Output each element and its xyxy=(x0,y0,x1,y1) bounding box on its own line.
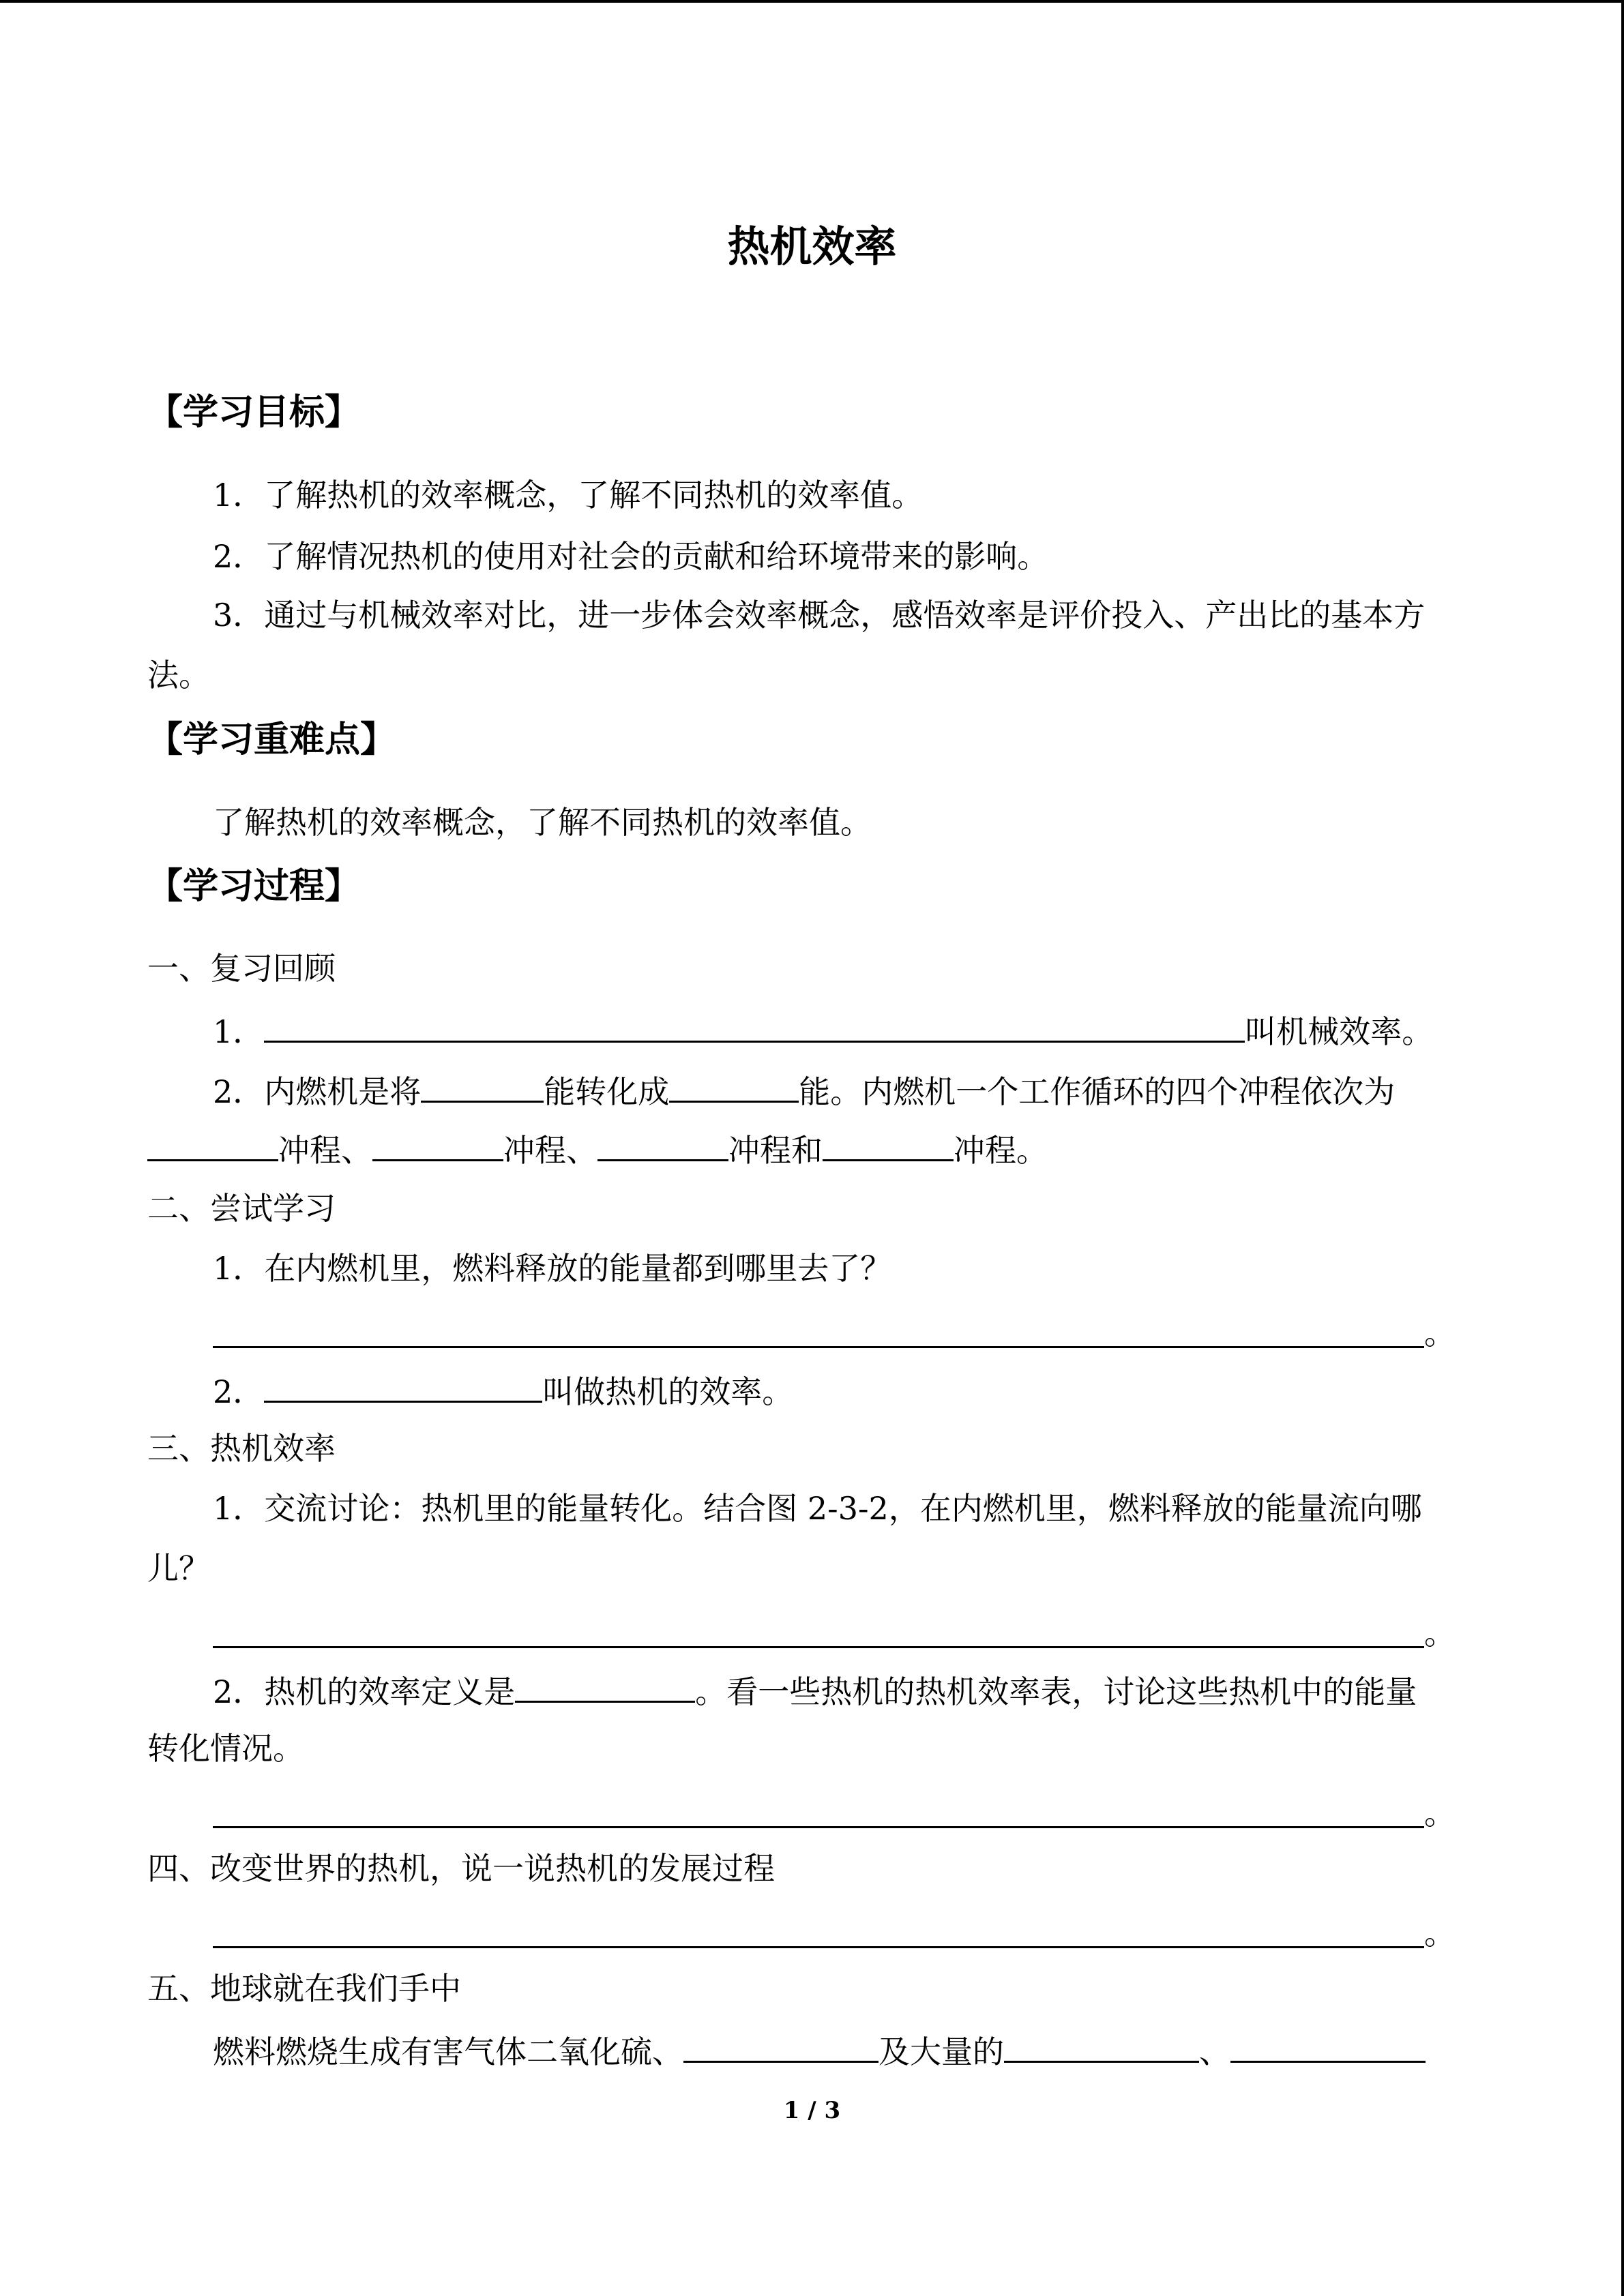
part1-q2-strokes xyxy=(147,1127,1048,1171)
part1-q2 xyxy=(213,1068,1395,1112)
answer-blank[interactable] xyxy=(669,1068,799,1103)
section-heading-goals: 【学习目标】 xyxy=(147,392,361,433)
answer-period: 。 xyxy=(1424,1915,1456,1952)
part1-q2-c: 能。内燃机一个工作循环的四个冲程依次为 xyxy=(799,1073,1396,1110)
page-title: 热机效率 xyxy=(727,222,897,271)
part3-q2-a: 2．热机的效率定义是 xyxy=(213,1673,516,1710)
answer-period: 。 xyxy=(1424,1795,1456,1832)
part5-title: 五、地球就在我们手中 xyxy=(147,1970,461,2007)
stroke-3: 冲程和 xyxy=(728,1132,823,1169)
key-points-text: 了解热机的效率概念，了解不同热机的效率值。 xyxy=(213,804,872,841)
goal-item-2: 2．了解情况热机的使用对社会的贡献和给环境带来的影响。 xyxy=(213,538,1049,575)
answer-blank[interactable] xyxy=(515,1668,695,1703)
answer-blank[interactable] xyxy=(264,1008,1245,1043)
part3-title: 三、热机效率 xyxy=(147,1430,336,1467)
part3-q1-line1: 1．交流讨论：热机里的能量转化。结合图 2-3-2，在内燃机里，燃料释放的能量流向哪 xyxy=(213,1490,1422,1527)
answer-blank[interactable] xyxy=(147,1127,278,1161)
part3-q2-b: 。看一些热机的热机效率表，讨论这些热机中的能量 xyxy=(695,1673,1417,1710)
section-heading-process: 【学习过程】 xyxy=(147,866,361,907)
answer-blank[interactable] xyxy=(372,1127,503,1161)
page-number: 1 / 3 xyxy=(783,2097,841,2124)
answer-line[interactable] xyxy=(213,1943,1424,1948)
part5-text xyxy=(213,2028,1426,2072)
section-heading-key-points: 【学习重难点】 xyxy=(147,719,396,760)
part1-q1-num: 1． xyxy=(213,1013,265,1050)
part2-q2 xyxy=(213,1368,793,1412)
answer-line[interactable] xyxy=(213,1823,1424,1828)
part2-q1: 1．在内燃机里，燃料释放的能量都到哪里去了？ xyxy=(213,1250,892,1287)
answer-line[interactable] xyxy=(213,1343,1424,1348)
part5-text-c: 、 xyxy=(1199,2033,1230,2070)
answer-blank[interactable] xyxy=(597,1127,728,1161)
stroke-1: 冲程、 xyxy=(278,1132,372,1169)
answer-period: 。 xyxy=(1424,1615,1456,1652)
part2-q2-tail: 叫做热机的效率。 xyxy=(542,1373,794,1410)
part1-q2-b: 能转化成 xyxy=(544,1073,670,1110)
part1-q1 xyxy=(213,1008,1433,1052)
part4-title: 四、改变世界的热机，说一说热机的发展过程 xyxy=(147,1850,775,1887)
stroke-4: 冲程。 xyxy=(954,1132,1048,1169)
top-border xyxy=(0,0,1624,3)
part5-text-b: 及大量的 xyxy=(879,2033,1004,2070)
answer-blank[interactable] xyxy=(264,1368,542,1403)
part5-text-a: 燃料燃烧生成有害气体二氧化硫、 xyxy=(213,2033,683,2070)
part1-title: 一、复习回顾 xyxy=(147,950,336,987)
part2-q2-num: 2． xyxy=(213,1373,265,1410)
goal-item-3-cont: 法。 xyxy=(147,657,210,694)
part3-q2-line1 xyxy=(213,1668,1417,1712)
part3-q1-line2: 儿？ xyxy=(147,1550,210,1587)
part1-q1-tail: 叫机械效率。 xyxy=(1245,1013,1434,1050)
answer-blank[interactable] xyxy=(683,2028,879,2063)
answer-blank[interactable] xyxy=(1004,2028,1199,2063)
right-border xyxy=(1621,0,1624,2296)
stroke-2: 冲程、 xyxy=(503,1132,597,1169)
goal-item-3: 3．通过与机械效率对比，进一步体会效率概念，感悟效率是评价投入、产出比的基本方 xyxy=(213,597,1426,633)
answer-line[interactable] xyxy=(213,1643,1424,1648)
part2-title: 二、尝试学习 xyxy=(147,1190,336,1227)
answer-blank[interactable] xyxy=(1230,2028,1426,2063)
answer-blank[interactable] xyxy=(823,1127,954,1161)
goal-item-1: 1．了解热机的效率概念，了解不同热机的效率值。 xyxy=(213,477,924,513)
part3-q2-line2: 转化情况。 xyxy=(147,1730,304,1767)
part1-q2-a: 2．内燃机是将 xyxy=(213,1073,422,1110)
answer-blank[interactable] xyxy=(421,1068,544,1103)
answer-period: 。 xyxy=(1424,1315,1456,1352)
